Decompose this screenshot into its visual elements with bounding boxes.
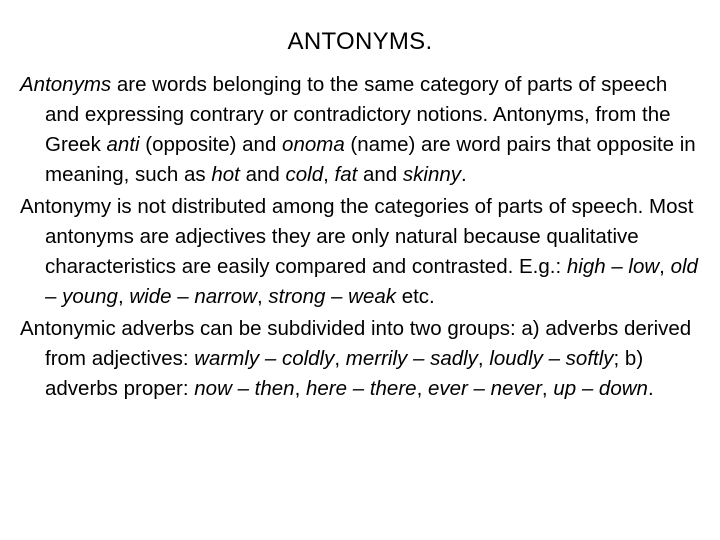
example-loudly-softly: loudly – softly bbox=[489, 347, 614, 370]
example-here-there: here – there bbox=[306, 377, 417, 400]
text-segment: and bbox=[239, 163, 286, 186]
slide-title: ANTONYMS. bbox=[287, 28, 433, 55]
example-strong-weak: strong – weak bbox=[268, 285, 397, 308]
example-fat: fat bbox=[334, 163, 358, 186]
example-hot: hot bbox=[211, 163, 240, 186]
example-old-young: old – young bbox=[45, 255, 698, 308]
text-segment: ; b) adverbs proper: bbox=[45, 347, 644, 400]
example-up-down: up – down bbox=[553, 377, 648, 400]
text-segment: . bbox=[647, 377, 654, 400]
example-merrily-sadly: merrily – sadly bbox=[345, 347, 478, 370]
example-warmly-coldly: warmly – coldly bbox=[194, 347, 335, 370]
text-segment: , bbox=[659, 255, 671, 278]
text-segment: (opposite) and bbox=[139, 133, 283, 156]
text-segment: (name) are word pairs that opposite in meaning, such as bbox=[45, 133, 696, 186]
text-segment: and bbox=[357, 163, 403, 186]
text-segment: are words belonging to the same category of parts of speech and expressing contrary or contradictory notions. Antonyms, from the Greek bbox=[45, 73, 671, 156]
text-segment: , bbox=[416, 377, 428, 400]
text-segment: , bbox=[541, 377, 554, 400]
text-segment: , bbox=[323, 163, 335, 186]
text-segment: , bbox=[477, 347, 490, 370]
example-now-then: now – then bbox=[194, 377, 295, 400]
term-anti: anti bbox=[106, 133, 140, 156]
paragraph-antonymic-adverbs bbox=[20, 314, 700, 404]
text-segment: Antonymic adverbs can be subdivided into two groups: a) adverbs derived from adjectives: bbox=[20, 317, 692, 370]
example-high-low: high – low bbox=[566, 255, 660, 278]
text-segment: , bbox=[294, 377, 306, 400]
paragraph-antonyms-definition bbox=[20, 70, 700, 190]
text-segment: , bbox=[117, 285, 130, 308]
example-cold: cold bbox=[285, 163, 324, 186]
example-skinny: skinny bbox=[402, 163, 462, 186]
text-segment: Antonymy is not distributed among the categories of parts of speech. Most antonyms are adjectives they are only natural because qualitative characteristics are easily compared and contrasted. E.g.: bbox=[20, 195, 694, 278]
text-segment: , bbox=[334, 347, 346, 370]
paragraph-antonymy-distribution bbox=[20, 192, 700, 312]
text-segment: etc. bbox=[396, 285, 435, 308]
text-segment: , bbox=[256, 285, 269, 308]
example-wide-narrow: wide – narrow bbox=[129, 285, 257, 308]
term-antonyms: Antonyms bbox=[20, 73, 112, 96]
example-ever-never: ever – never bbox=[427, 377, 542, 400]
term-onoma: onoma bbox=[282, 133, 345, 156]
text-segment: . bbox=[461, 163, 467, 186]
